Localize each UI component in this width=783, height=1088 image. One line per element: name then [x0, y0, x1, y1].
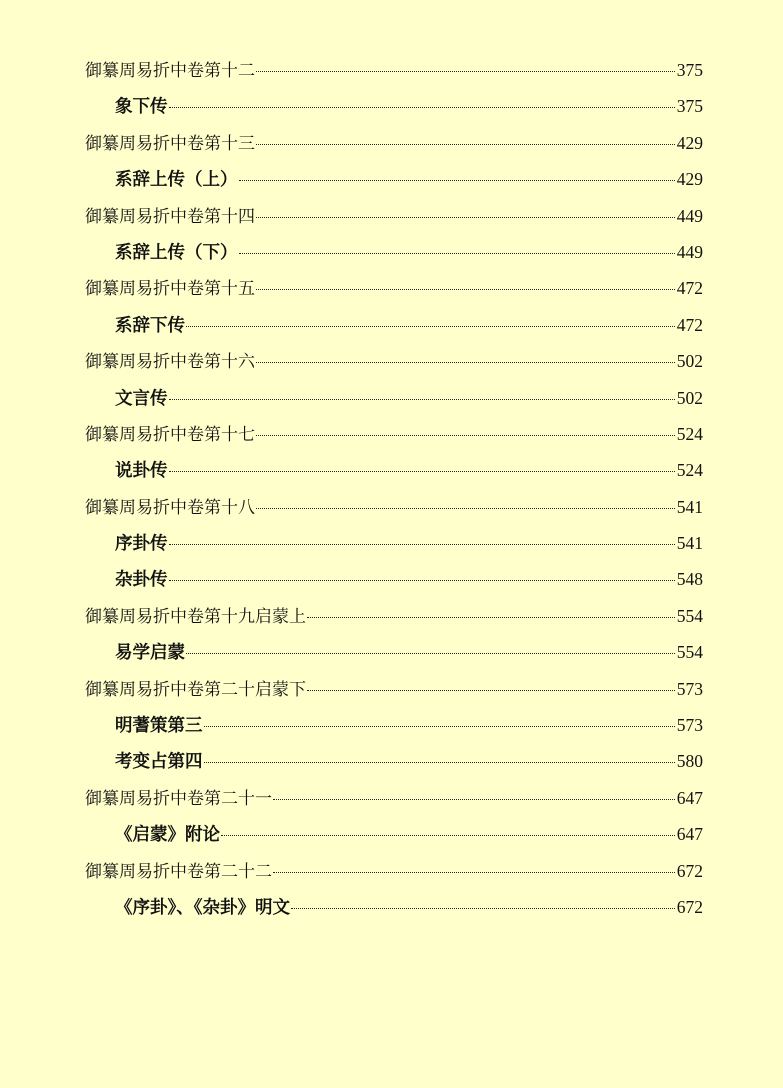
entry-title: 御纂周易折中卷第十九	[85, 606, 255, 627]
dot-leader	[273, 799, 675, 800]
entry-title: 杂卦传	[115, 570, 168, 591]
page-number: 449	[676, 241, 703, 262]
toc-entry[interactable]	[85, 349, 703, 385]
entry-title: 御纂周易折中卷第十七	[85, 424, 255, 445]
dot-leader	[256, 144, 675, 145]
toc-subentry[interactable]	[85, 822, 703, 858]
page-number: 375	[676, 60, 703, 80]
dot-leader	[169, 399, 675, 400]
toc-subentry[interactable]	[85, 458, 703, 494]
page-number: 429	[676, 169, 703, 190]
dot-leader	[256, 217, 675, 218]
entry-title: 说卦传	[115, 461, 168, 482]
entry-title: 系辞上传（上）	[115, 170, 238, 191]
page-number: 429	[676, 132, 703, 153]
dot-leader	[307, 617, 675, 618]
page-number: 524	[676, 423, 703, 444]
toc-subentry[interactable]	[85, 640, 703, 676]
toc-subentry[interactable]	[85, 895, 703, 931]
page-number: 502	[676, 387, 703, 408]
entry-title: 序卦传	[115, 534, 168, 555]
toc-entry[interactable]	[85, 786, 703, 822]
page-number: 554	[676, 642, 703, 663]
dot-leader	[186, 653, 675, 654]
dot-leader	[256, 508, 675, 509]
page-number: 647	[676, 787, 703, 808]
entry-title: 御纂周易折中卷第十二	[85, 61, 255, 81]
page-number: 524	[676, 460, 703, 481]
entry-title: 《序卦》、《杂卦》明文	[115, 897, 290, 918]
dot-leader	[239, 180, 675, 181]
toc-subentry[interactable]	[85, 167, 703, 203]
dot-leader	[169, 580, 675, 581]
toc-entry[interactable]	[85, 422, 703, 458]
page-number: 573	[676, 715, 703, 736]
page-number: 672	[676, 860, 703, 881]
page-number: 672	[676, 896, 703, 917]
toc-subentry[interactable]	[85, 313, 703, 349]
page-number: 548	[676, 569, 703, 590]
page-number: 580	[676, 751, 703, 772]
dot-leader	[256, 71, 675, 72]
entry-title: 易学启蒙	[115, 643, 185, 664]
toc-entry[interactable]	[85, 495, 703, 531]
page-number: 647	[676, 824, 703, 845]
toc-entry[interactable]	[85, 276, 703, 312]
entry-title: 《启蒙》附论	[115, 825, 220, 846]
toc-subentry[interactable]	[85, 749, 703, 785]
toc-entry[interactable]	[85, 677, 703, 713]
dot-leader	[239, 253, 675, 254]
dot-leader	[204, 762, 675, 763]
dot-leader	[169, 107, 675, 108]
entry-title: 御纂周易折中卷第十五	[85, 279, 255, 300]
toc-entry[interactable]	[85, 604, 703, 640]
toc-entry[interactable]	[85, 131, 703, 167]
toc-entry[interactable]	[85, 859, 703, 895]
toc-entry[interactable]	[85, 204, 703, 240]
page-number: 554	[676, 605, 703, 626]
toc-subentry[interactable]	[85, 713, 703, 749]
entry-title: 御纂周易折中卷第十三	[85, 133, 255, 154]
dot-leader	[256, 435, 675, 436]
entry-title: 御纂周易折中卷第十六	[85, 352, 255, 373]
entry-title: 明蓍策第三	[115, 716, 203, 737]
entry-title: 象下传	[115, 97, 168, 118]
dot-leader	[307, 690, 675, 691]
dot-leader	[169, 544, 675, 545]
entry-title: 文言传	[115, 388, 168, 409]
page-number: 541	[676, 533, 703, 554]
dot-leader	[256, 289, 675, 290]
entry-title: 御纂周易折中卷第二十二	[85, 861, 272, 882]
page-number: 449	[676, 205, 703, 226]
toc-subentry[interactable]	[85, 567, 703, 603]
dot-leader	[291, 908, 675, 909]
entry-suffix: 启蒙下	[255, 679, 306, 700]
dot-leader	[204, 726, 675, 727]
entry-title: 御纂周易折中卷第十八	[85, 497, 255, 518]
entry-title: 御纂周易折中卷第二十	[85, 679, 255, 700]
entry-title: 御纂周易折中卷第二十一	[85, 788, 272, 809]
page-number: 472	[676, 278, 703, 299]
table-of-contents	[85, 58, 703, 931]
toc-subentry[interactable]	[85, 386, 703, 422]
page-number: 502	[676, 351, 703, 372]
dot-leader	[186, 326, 675, 327]
page-number: 541	[676, 496, 703, 517]
entry-title: 御纂周易折中卷第十四	[85, 206, 255, 227]
toc-subentry[interactable]	[85, 531, 703, 567]
entry-title: 考变占第四	[115, 752, 203, 773]
page-number: 573	[676, 678, 703, 699]
entry-title: 系辞上传（下）	[115, 242, 238, 263]
toc-entry[interactable]	[85, 58, 703, 94]
entry-title: 系辞下传	[115, 315, 185, 336]
dot-leader	[273, 872, 675, 873]
toc-subentry[interactable]	[85, 94, 703, 130]
dot-leader	[256, 362, 675, 363]
page-number: 375	[676, 96, 703, 117]
page-number: 472	[676, 314, 703, 335]
dot-leader	[221, 835, 675, 836]
toc-subentry[interactable]	[85, 240, 703, 276]
dot-leader	[169, 471, 675, 472]
entry-suffix: 启蒙上	[255, 606, 306, 627]
